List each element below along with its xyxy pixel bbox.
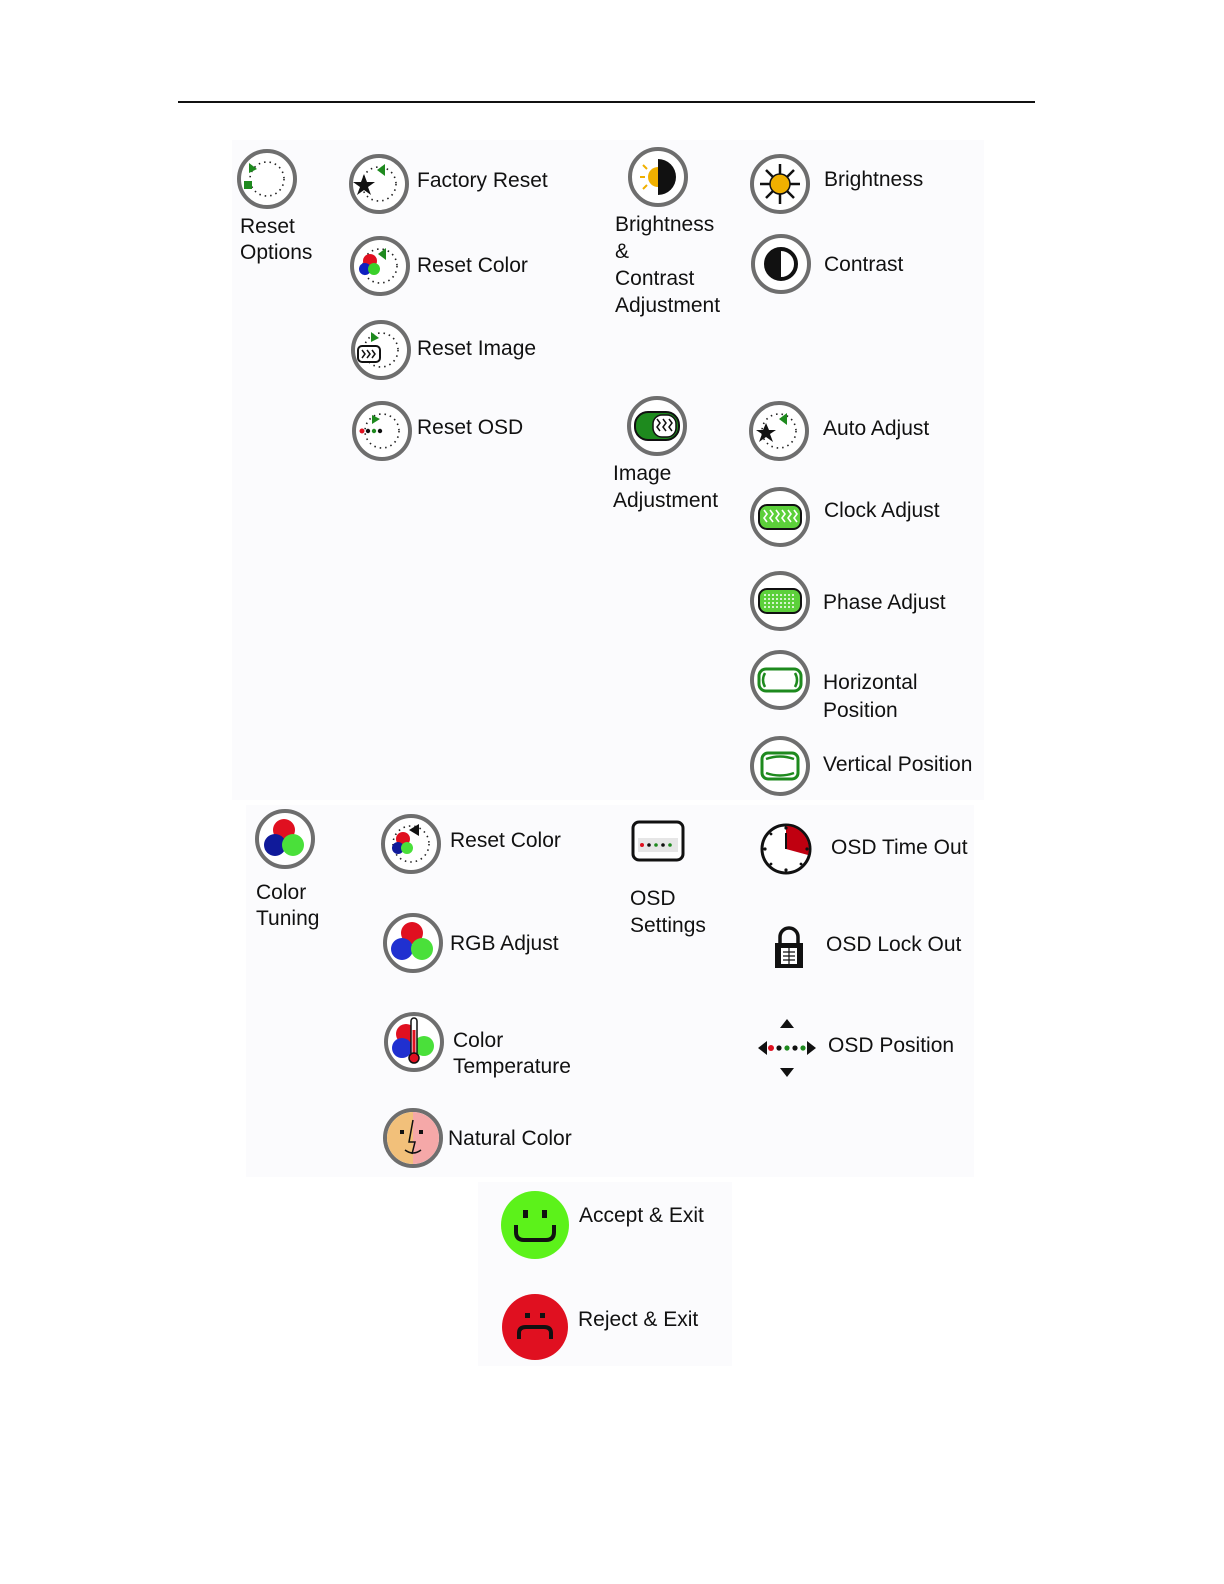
osd-position-label: OSD Position [828, 1034, 955, 1057]
brightness-label: Brightness [824, 168, 924, 191]
reject-exit-label: Reject & Exit [578, 1308, 699, 1331]
brightness-contrast-label: Brightness & Contrast Adjustment [615, 213, 721, 317]
reset-color-label: Reset Color [417, 254, 528, 277]
brightness-contrast-icon [626, 145, 690, 209]
horizontal-position-icon [748, 648, 812, 712]
timer-icon [758, 821, 814, 877]
reset-osd-icon [350, 399, 414, 463]
factory-reset-icon [347, 152, 411, 216]
header-rule [178, 101, 1035, 103]
osd-settings-label: OSD Settings [630, 887, 706, 937]
osd-lock-out-label: OSD Lock Out [826, 933, 962, 956]
reset-color-icon [348, 234, 412, 298]
move-arrows-icon [756, 1017, 818, 1079]
reset-image-icon [349, 318, 413, 382]
auto-adjust-label: Auto Adjust [823, 417, 930, 440]
horizontal-position-label: Horizontal Position [823, 671, 918, 722]
phase-adjust-icon [748, 569, 812, 633]
reset-color-tuning-label: Reset Color [450, 829, 561, 852]
natural-color-label: Natural Color [448, 1127, 572, 1150]
smiley-face-icon [498, 1188, 572, 1262]
reset-image-label: Reset Image [417, 337, 537, 360]
clock-adjust-icon [748, 485, 812, 549]
contrast-label: Contrast [824, 253, 904, 276]
factory-reset-label: Factory Reset [417, 169, 548, 192]
phase-adjust-label: Phase Adjust [823, 591, 946, 614]
vertical-position-icon [748, 734, 812, 798]
reset-options-label: Reset Options [240, 215, 313, 264]
color-tuning-icon [253, 807, 317, 871]
clock-adjust-label: Clock Adjust [824, 499, 940, 522]
osd-settings-icon [630, 818, 686, 866]
auto-adjust-icon [747, 399, 811, 463]
reset-options-icon [235, 147, 299, 211]
reset-osd-label: Reset OSD [417, 416, 524, 439]
color-temperature-icon [382, 1010, 446, 1074]
image-adjustment-label: Image Adjustment [613, 462, 719, 512]
rgb-adjust-label: RGB Adjust [450, 932, 559, 955]
brightness-icon [748, 152, 812, 216]
vertical-position-label: Vertical Position [823, 753, 973, 776]
osd-time-out-label: OSD Time Out [831, 836, 968, 859]
lock-icon [771, 926, 807, 970]
natural-color-icon [381, 1106, 445, 1170]
rgb-adjust-icon [381, 911, 445, 975]
frowning-face-icon [499, 1291, 571, 1363]
reset-color-tuning-icon [379, 812, 443, 876]
contrast-icon [749, 232, 813, 296]
color-tuning-label: Color Tuning [256, 881, 320, 930]
image-adjustment-icon [625, 394, 689, 458]
accept-exit-label: Accept & Exit [579, 1204, 704, 1227]
color-temperature-label: Color Temperature [453, 1029, 571, 1078]
